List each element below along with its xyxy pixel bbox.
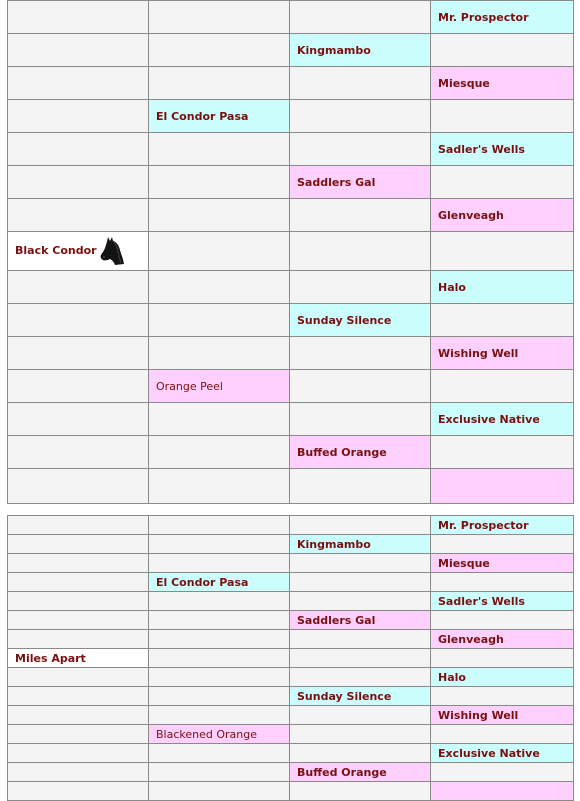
ggp-cell-1[interactable]: Mr. Prospector <box>431 516 574 535</box>
empty-cell <box>290 100 431 133</box>
empty-cell <box>8 573 149 592</box>
ggp-cell-6[interactable]: Wishing Well <box>431 337 574 370</box>
pedigree-row <box>8 304 574 337</box>
pedigree-row <box>8 232 574 271</box>
empty-cell <box>149 166 290 199</box>
empty-cell <box>290 469 431 504</box>
empty-cell <box>149 1 290 34</box>
empty-cell <box>149 337 290 370</box>
ggp-cell-4[interactable]: Glenveagh <box>431 630 574 649</box>
empty-cell <box>8 304 149 337</box>
empty-cell <box>8 782 149 801</box>
empty-cell <box>290 554 431 573</box>
sire-dam-cell[interactable]: Saddlers Gal <box>290 611 431 630</box>
ggp-cell-7[interactable]: Exclusive Native <box>431 403 574 436</box>
empty-cell <box>431 573 574 592</box>
pedigree-row <box>8 782 574 801</box>
empty-cell <box>8 199 149 232</box>
empty-cell <box>8 34 149 67</box>
dam-dam-cell[interactable]: Buffed Orange <box>290 436 431 469</box>
dam-sire-cell[interactable]: Sunday Silence <box>290 687 431 706</box>
pedigree-row <box>8 133 574 166</box>
empty-cell <box>8 706 149 725</box>
empty-cell <box>290 725 431 744</box>
ggp-cell-5[interactable]: Halo <box>431 271 574 304</box>
dam-cell[interactable]: Orange Peel <box>149 370 290 403</box>
empty-cell <box>431 166 574 199</box>
ggp-cell-5[interactable]: Halo <box>431 668 574 687</box>
empty-cell <box>8 271 149 304</box>
ggp-cell-4[interactable]: Glenveagh <box>431 199 574 232</box>
pedigree-row <box>8 725 574 744</box>
sire-cell[interactable]: El Condor Pasa <box>149 100 290 133</box>
empty-cell <box>149 133 290 166</box>
ggp-cell-2[interactable]: Miesque <box>431 554 574 573</box>
empty-cell <box>149 67 290 100</box>
empty-cell <box>290 1 431 34</box>
sire-sire-cell[interactable]: Kingmambo <box>290 535 431 554</box>
empty-cell <box>149 706 290 725</box>
empty-cell <box>8 611 149 630</box>
empty-cell <box>8 592 149 611</box>
pedigree-row <box>8 34 574 67</box>
empty-cell <box>149 687 290 706</box>
empty-cell <box>149 592 290 611</box>
empty-cell <box>149 436 290 469</box>
pedigree-row <box>8 403 574 436</box>
pedigree-row <box>8 611 574 630</box>
sire-sire-cell[interactable]: Kingmambo <box>290 34 431 67</box>
empty-cell <box>8 1 149 34</box>
pedigree-row <box>8 744 574 763</box>
empty-cell <box>149 535 290 554</box>
empty-cell <box>8 725 149 744</box>
pedigree-row <box>8 199 574 232</box>
ggp-cell-1[interactable]: Mr. Prospector <box>431 1 574 34</box>
pedigree-row <box>8 436 574 469</box>
empty-cell <box>149 34 290 67</box>
empty-cell <box>8 630 149 649</box>
empty-cell <box>290 403 431 436</box>
empty-cell <box>149 554 290 573</box>
empty-cell <box>8 744 149 763</box>
empty-cell <box>290 649 431 668</box>
subject-cell[interactable] <box>8 232 149 271</box>
horse-head-icon <box>99 235 125 267</box>
empty-cell <box>8 166 149 199</box>
empty-cell <box>149 611 290 630</box>
pedigree-row <box>8 166 574 199</box>
pedigree-row <box>8 469 574 504</box>
empty-cell <box>290 271 431 304</box>
empty-cell <box>290 199 431 232</box>
empty-cell <box>149 763 290 782</box>
empty-cell <box>290 630 431 649</box>
empty-cell <box>431 763 574 782</box>
empty-cell <box>431 725 574 744</box>
empty-cell <box>290 782 431 801</box>
empty-cell <box>431 34 574 67</box>
empty-cell <box>290 133 431 166</box>
ggp-cell-8[interactable] <box>431 782 574 801</box>
empty-cell <box>149 668 290 687</box>
ggp-cell-8[interactable] <box>431 469 574 504</box>
pedigree-row <box>8 592 574 611</box>
empty-cell <box>8 337 149 370</box>
pedigree-row <box>8 573 574 592</box>
empty-cell <box>290 668 431 687</box>
empty-cell <box>8 370 149 403</box>
empty-cell <box>149 649 290 668</box>
empty-cell <box>290 67 431 100</box>
pedigree-row <box>8 668 574 687</box>
empty-cell <box>149 630 290 649</box>
empty-cell <box>8 668 149 687</box>
empty-cell <box>149 271 290 304</box>
empty-cell <box>290 232 431 271</box>
pedigree-row <box>8 271 574 304</box>
pedigree-row <box>8 516 574 535</box>
pedigree-row <box>8 100 574 133</box>
empty-cell <box>8 133 149 166</box>
pedigree-row <box>8 370 574 403</box>
empty-cell <box>8 67 149 100</box>
empty-cell <box>149 304 290 337</box>
empty-cell <box>8 100 149 133</box>
pedigree-row <box>8 706 574 725</box>
empty-cell <box>8 403 149 436</box>
pedigree-row <box>8 763 574 782</box>
empty-cell <box>431 436 574 469</box>
pedigree-table-black-condor <box>7 0 574 504</box>
empty-cell <box>431 611 574 630</box>
pedigree-row <box>8 649 574 668</box>
subject-name[interactable]: Black Condor <box>15 244 97 257</box>
empty-cell <box>290 706 431 725</box>
empty-cell <box>431 649 574 668</box>
empty-cell <box>8 436 149 469</box>
dam-dam-cell[interactable]: Buffed Orange <box>290 763 431 782</box>
empty-cell <box>431 100 574 133</box>
empty-cell <box>8 554 149 573</box>
empty-cell <box>290 744 431 763</box>
empty-cell <box>431 304 574 337</box>
empty-cell <box>149 469 290 504</box>
empty-cell <box>8 535 149 554</box>
ggp-cell-3[interactable]: Sadler's Wells <box>431 592 574 611</box>
empty-cell <box>149 744 290 763</box>
empty-cell <box>290 370 431 403</box>
empty-cell <box>8 516 149 535</box>
empty-cell <box>149 782 290 801</box>
ggp-cell-6[interactable]: Wishing Well <box>431 706 574 725</box>
pedigree-row <box>8 535 574 554</box>
dam-cell[interactable]: Blackened Orange <box>149 725 290 744</box>
pedigree-row <box>8 554 574 573</box>
pedigree-row <box>8 1 574 34</box>
pedigree-row <box>8 630 574 649</box>
empty-cell <box>431 370 574 403</box>
empty-cell <box>431 535 574 554</box>
empty-cell <box>149 232 290 271</box>
subject-cell[interactable]: Miles Apart <box>8 649 149 668</box>
empty-cell <box>290 592 431 611</box>
empty-cell <box>8 469 149 504</box>
dam-sire-cell[interactable]: Sunday Silence <box>290 304 431 337</box>
empty-cell <box>8 763 149 782</box>
empty-cell <box>149 403 290 436</box>
empty-cell <box>290 337 431 370</box>
empty-cell <box>149 516 290 535</box>
sire-cell[interactable]: El Condor Pasa <box>149 573 290 592</box>
empty-cell <box>149 199 290 232</box>
pedigree-table-miles-apart <box>7 515 574 801</box>
empty-cell <box>8 687 149 706</box>
empty-cell <box>290 516 431 535</box>
empty-cell <box>431 687 574 706</box>
sire-dam-cell[interactable]: Saddlers Gal <box>290 166 431 199</box>
ggp-cell-7[interactable]: Exclusive Native <box>431 744 574 763</box>
pedigree-row <box>8 687 574 706</box>
ggp-cell-3[interactable]: Sadler's Wells <box>431 133 574 166</box>
pedigree-row <box>8 67 574 100</box>
pedigree-row <box>8 337 574 370</box>
empty-cell <box>431 232 574 271</box>
ggp-cell-2[interactable]: Miesque <box>431 67 574 100</box>
empty-cell <box>290 573 431 592</box>
